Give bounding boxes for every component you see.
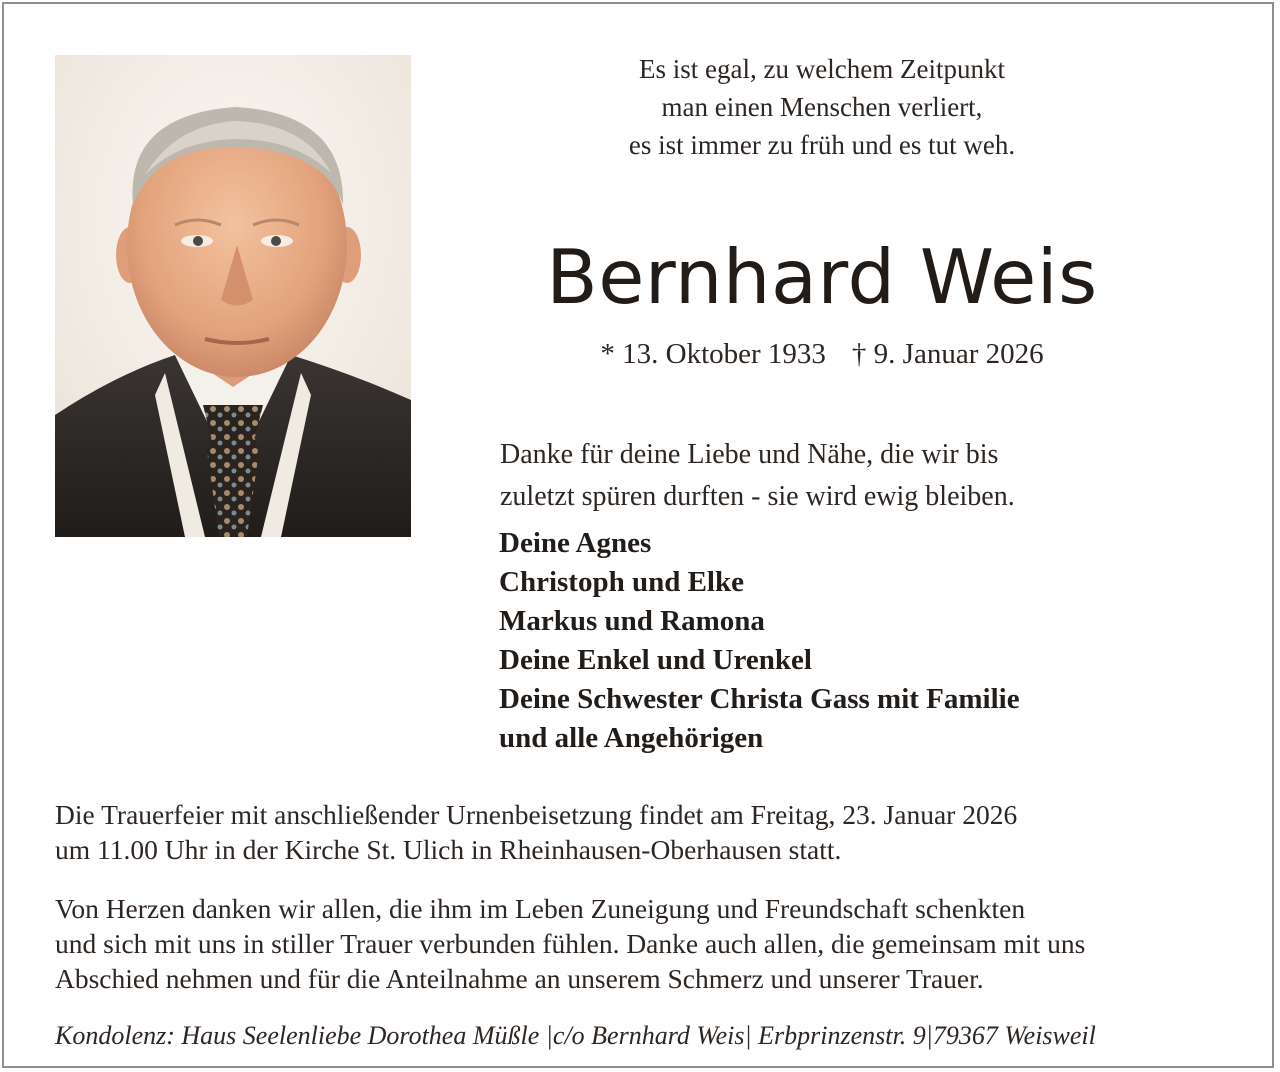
mourner-entry: Markus und Ramona: [499, 605, 765, 637]
mourner-entry: und alle Angehörigen: [499, 722, 764, 754]
quote-line: man einen Menschen verliert,: [661, 92, 983, 122]
gratitude-line: Von Herzen danken wir allen, die ihm im Leben Zuneigung und Freundschaft schenkten: [55, 893, 1026, 924]
mourner-entry: Deine Enkel und Urenkel: [499, 644, 812, 676]
gratitude-line: und sich mit uns in stiller Trauer verbunden fühlen. Danke auch allen, die gemeinsam mit uns: [55, 928, 1086, 959]
condolence-address: Kondolenz: Haus Seelenliebe Dorothea Müßle |c/o Bernhard Weis| Erbprinzenstr. 9|79367 Weisweil: [55, 1021, 1096, 1050]
mourner-entry: Deine Agnes: [499, 527, 652, 559]
thanks-line: Danke für deine Liebe und Nähe, die wir bis: [500, 439, 999, 470]
mourners-list: [499, 524, 1199, 758]
quote-line: es ist immer zu früh und es tut weh.: [628, 130, 1016, 160]
thanks-text: [500, 434, 1160, 518]
service-announcement: [55, 797, 1245, 867]
death-date: † 9. Januar 2026: [851, 338, 1044, 370]
mourner-entry: Deine Schwester Christa Gass mit Familie: [499, 683, 1020, 715]
quote-line: Es ist egal, zu welchem Zeitpunkt: [639, 54, 1005, 84]
deceased-name: Bernhard Weis: [546, 233, 1098, 321]
gratitude-text: [55, 891, 1245, 996]
memorial-quote: [500, 50, 1144, 164]
birth-date: * 13. Oktober 1933: [600, 338, 826, 370]
service-line: Die Trauerfeier mit anschließender Urnenbeisetzung findet am Freitag, 23. Januar 2026: [55, 799, 1018, 830]
gratitude-line: Abschied nehmen und für die Anteilnahme an unserem Schmerz und unserer Trauer.: [55, 963, 984, 994]
portrait-photo: [55, 55, 411, 537]
portrait-illustration: [55, 55, 411, 537]
service-line: um 11.00 Uhr in der Kirche St. Ulich in Rheinhausen-Oberhausen statt.: [55, 834, 842, 865]
mourner-entry: Christoph und Elke: [499, 566, 744, 598]
life-dates: [540, 334, 1104, 374]
thanks-line: zuletzt spüren durften - sie wird ewig bleiben.: [500, 481, 1015, 512]
